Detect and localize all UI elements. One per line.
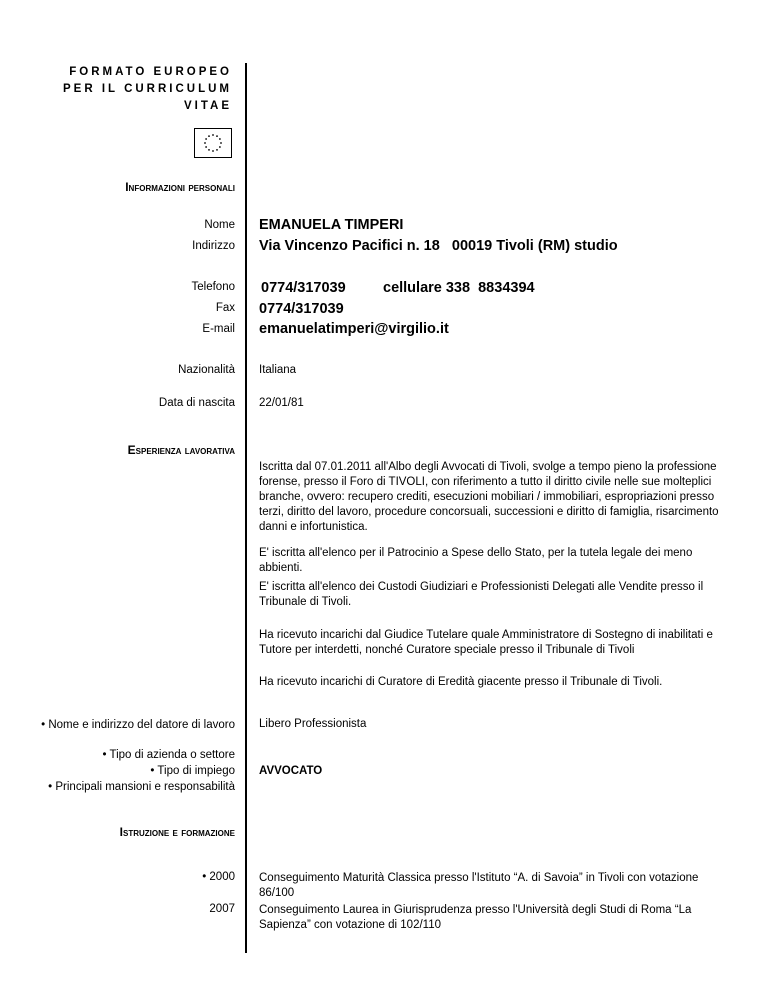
name-label: Nome	[204, 219, 235, 231]
vertical-divider	[245, 63, 247, 953]
sector-label: • Tipo di azienda o settore	[102, 749, 235, 761]
job-type-value: AVVOCATO	[259, 765, 323, 777]
birth-date-value: 22/01/81	[259, 397, 304, 409]
birth-date-label: Data di nascita	[158, 397, 235, 409]
mobile-value: cellulare 338 8834394	[383, 280, 535, 296]
employer-value: Libero Professionista	[259, 718, 367, 730]
experience-paragraph-5: Ha ricevuto incarichi di Curatore di Eredità giacente presso il Tribunale di Tivoli.	[259, 676, 663, 688]
nationality-value: Italiana	[259, 364, 297, 376]
education-text-1: Conseguimento Maturità Classica presso l'Istituto “A. di Savoia” in Tivoli con votazione 86/100	[259, 872, 699, 899]
cv-title-line-3: VITAE	[183, 100, 232, 112]
email-label: E-mail	[202, 323, 235, 335]
education-year-1: • 2000	[202, 871, 235, 883]
education-text-2: Conseguimento Laurea in Giurisprudenza presso l'Università degli Studi di Roma “La Sapienza” con votazione di 102/110	[259, 904, 692, 931]
fax-value: 0774/317039	[259, 301, 344, 317]
section-title-personal: Informazioni personali	[125, 180, 235, 194]
fax-label: Fax	[215, 302, 235, 314]
section-title-education: Istruzione e formazione	[119, 825, 235, 839]
experience-paragraph-1: Iscritta dal 07.01.2011 all'Albo degli Avvocati di Tivoli, svolge a tempo pieno la professione forense, presso il Foro di TIVOLI, con riferimento a tutto il diritto civile nelle sue molteplici branche, ovvero: recupero crediti, esecuzioni mobiliari / immobiliari, espropriazioni presso terzi, diritto del lavoro, procedure concorsuali, successioni e diritto di famiglia, risarcimento danni e infortunistica.	[259, 461, 719, 533]
job-type-label: • Tipo di impiego	[150, 765, 235, 777]
address-label: Indirizzo	[192, 240, 235, 252]
phone-label: Telefono	[191, 281, 235, 293]
experience-paragraph-4: Ha ricevuto incarichi dal Giudice Tutelare quale Amministratore di Sostegno di inabilitati e Tutore per interdetti, nonché Curatore speciale presso il Tribunale di Tivoli	[259, 629, 713, 656]
address-value: Via Vincenzo Pacifici n. 18 00019 Tivoli (RM) studio	[259, 238, 618, 254]
employer-label: • Nome e indirizzo del datore di lavoro	[41, 719, 235, 731]
experience-paragraph-2: E' iscritta all'elenco per il Patrocinio a Spese dello Stato, per la tutela legale dei meno abbienti.	[259, 547, 693, 574]
section-title-experience: Esperienza lavorativa	[127, 443, 235, 457]
email-value: emanuelatimperi@virgilio.it	[259, 321, 449, 337]
education-year-2: 2007	[209, 903, 235, 915]
cv-title-line-1: FORMATO EUROPEO	[69, 66, 232, 78]
cv-title-line-2: PER IL CURRICULUM	[63, 83, 232, 95]
name-value: EMANUELA TIMPERI	[259, 217, 404, 233]
phone-value: 0774/317039	[261, 280, 346, 296]
eu-flag-icon	[194, 128, 232, 158]
experience-paragraph-3: E' iscritta all'elenco dei Custodi Giudiziari e Professionisti Delegati alle Vendite presso il Tribunale di Tivoli.	[259, 581, 704, 608]
nationality-label: Nazionalità	[178, 364, 235, 376]
duties-label: • Principali mansioni e responsabilità	[48, 781, 235, 793]
